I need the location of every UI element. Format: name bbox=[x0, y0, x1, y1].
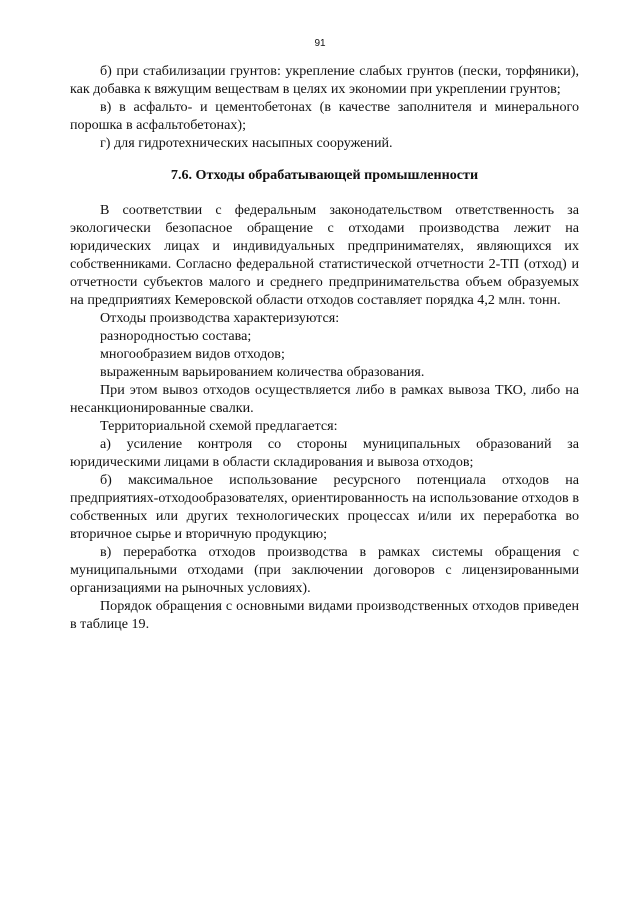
scheme-item-v: в) переработка отходов производства в рамках системы обращения с муниципальными отходами (при заключении договоров с лицензированными организациями на рыночных условиях). bbox=[70, 544, 579, 596]
paragraph-removal: При этом вывоз отходов осуществляется либо в рамках вывоза ТКО, либо на несанкционированные свалки. bbox=[70, 382, 579, 416]
page-number: 91 bbox=[314, 38, 326, 49]
characteristic-item: разнородностью состава; bbox=[100, 328, 252, 344]
paragraph-characteristics-intro: Отходы производства характеризуются: bbox=[100, 310, 340, 326]
list-item-g: г) для гидротехнических насыпных сооружений. bbox=[100, 135, 393, 151]
paragraph-table-reference: Порядок обращения с основными видами производственных отходов приведен в таблице 19. bbox=[70, 598, 579, 632]
paragraph-scheme-intro: Территориальной схемой предлагается: bbox=[100, 418, 338, 434]
page-content bbox=[70, 62, 579, 633]
characteristic-item: выраженным варьированием количества образования. bbox=[100, 364, 425, 380]
scheme-item-a: а) усиление контроля со стороны муниципальных образований за юридическими лицами в области складирования и вывоза отходов; bbox=[70, 436, 579, 470]
section-title: 7.6. Отходы обрабатывающей промышленности bbox=[170, 167, 479, 183]
list-item-b: б) при стабилизации грунтов: укрепление слабых грунтов (пески, торфяники), как добавка к вяжущим веществам в целях их экономии при укреплении грунтов; bbox=[70, 63, 579, 97]
paragraph-legislation: В соответствии с федеральным законодательством ответственность за экологически безопасное обращение с отходами производства лежит на юридических лицах и индивидуальных предпринимателях, являющихся их собственниками. Согласно федеральной статистической отчетности 2-ТП (отход) и отчетности субъектов малого и среднего предпринимательства объем образуемых на предприятиях Кемеровской области отходов составляет порядка 4,2 млн. тонн. bbox=[70, 202, 579, 308]
characteristic-item: многообразием видов отходов; bbox=[100, 346, 285, 362]
scheme-item-b: б) максимальное использование ресурсного потенциала отходов на предприятиях-отходообразователях, ориентированность на использование отходов в собственных или других технологических процессах и/или их переработка во вторичное сырье и вторичную продукцию; bbox=[70, 472, 579, 542]
list-item-v: в) в асфальто- и цементобетонах (в качестве заполнителя и минерального порошка в асфальтобетонах); bbox=[70, 99, 579, 133]
